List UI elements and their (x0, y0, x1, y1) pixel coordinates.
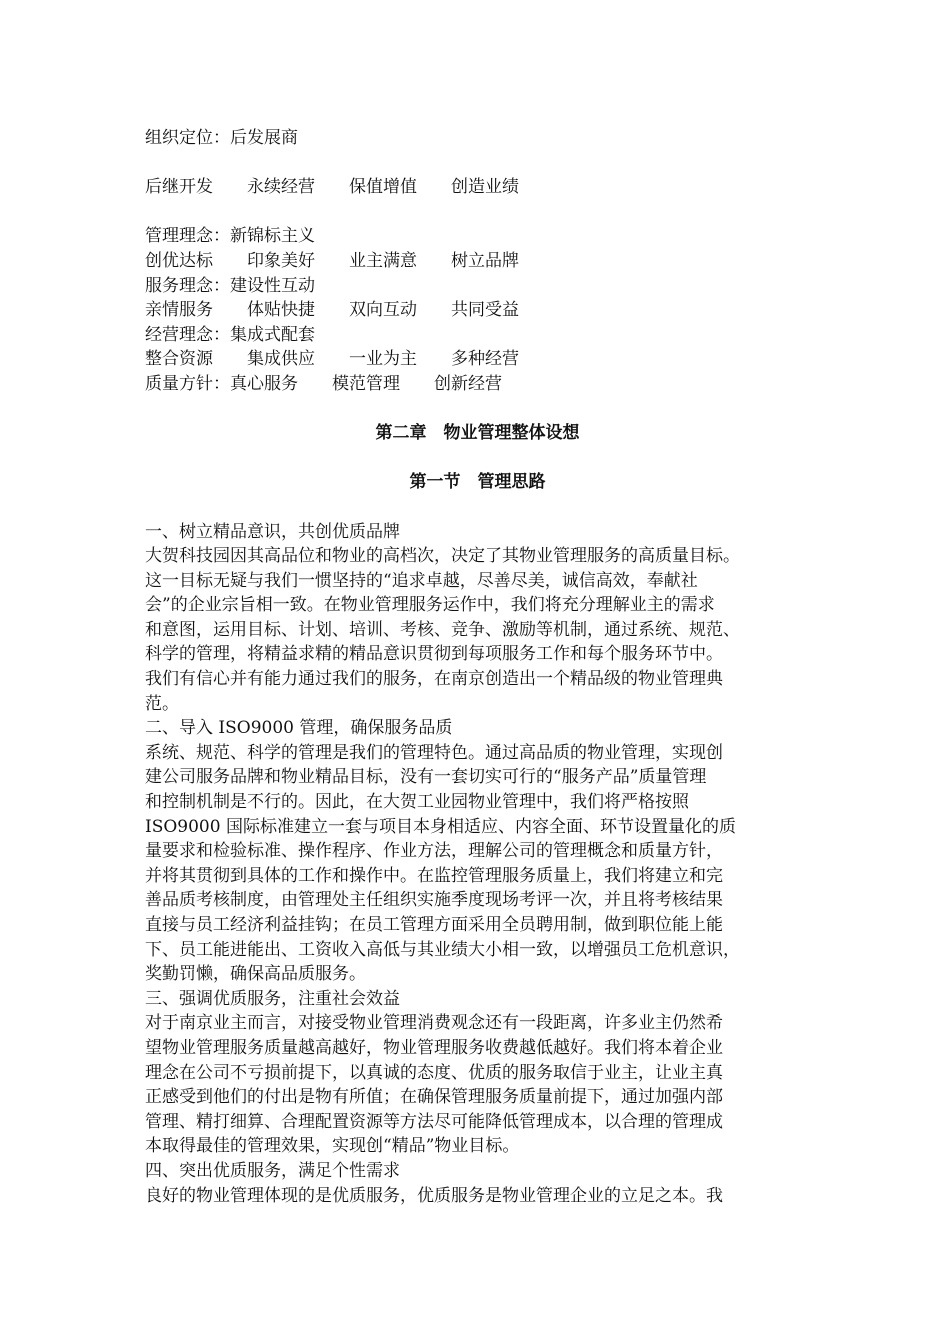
blank-line (145, 151, 810, 176)
document-page (145, 126, 810, 1208)
section-title: 第一节 管理思路 (409, 472, 546, 493)
body-line: 建公司服务品牌和物业精品目标，没有一套切实可行的“服务产品”质量管理 (145, 767, 707, 788)
intro-line-dev-slogan: 后继开发 永续经营 保值增值 创造业绩 (145, 177, 519, 198)
chapter-title: 第二章 物业管理整体设想 (375, 423, 580, 444)
section-heading: 二、导入 ISO9000 管理，确保服务品质 (145, 718, 453, 739)
body-line: 管理、精打细算、合理配置资源等方法尽可能降低管理成本，以合理的管理成 (145, 1111, 723, 1132)
body-line: 并将其贯彻到具体的工作和操作中。在监控管理服务质量上，我们将建立和完 (145, 865, 723, 886)
blank-line (145, 397, 810, 422)
body-line: 理念在公司不亏损前提下，以真诚的态度、优质的服务取信于业主，让业主真 (145, 1062, 723, 1083)
body-line: 下、员工能进能出、工资收入高低与其业绩大小相一致，以增强员工危机意识， (145, 939, 740, 960)
section-2 (145, 716, 810, 987)
intro-line-biz-slogan: 整合资源 集成供应 一业为主 多种经营 (145, 349, 519, 370)
intro-line-quality-policy: 质量方针：真心服务 模范管理 创新经营 (145, 373, 502, 394)
body-line: 科学的管理，将精益求精的精品意识贯彻到每项服务工作和每个服务环节中。 (145, 644, 723, 665)
section-heading: 三、强调优质服务，注重社会效益 (145, 988, 400, 1009)
body-line: 善品质考核制度，由管理处主任组织实施季度现场考评一次，并且将考核结果 (145, 890, 723, 911)
intro-block (145, 126, 810, 397)
blank-line (145, 446, 810, 471)
body-line: 直接与员工经济利益挂钩；在员工管理方面采用全员聘用制，做到职位能上能 (145, 915, 723, 935)
body-line: 这一目标无疑与我们一惯坚持的“追求卓越，尽善尽美，诚信高效，奉献社 (145, 570, 698, 591)
blank-line (145, 200, 810, 225)
intro-line-mgmt-slogan: 创优达标 印象美好 业主满意 树立品牌 (145, 250, 519, 271)
body-line: 大贺科技园因其高品位和物业的高档次，决定了其物业管理服务的高质量目标。 (145, 546, 740, 567)
body-line: 正感受到他们的付出是物有所值；在确保管理服务质量前提下，通过加强内部 (145, 1087, 723, 1108)
intro-line-service-concept: 服务理念：建设性互动 (145, 275, 315, 296)
section-4 (145, 1159, 810, 1208)
intro-line-org-position: 组织定位：后发展商 (145, 128, 298, 148)
body-line: 和意图，运用目标、计划、培训、考核、竞争、激励等机制，通过系统、规范、 (145, 619, 740, 640)
body-line: 奖勤罚懒，确保高品质服务。 (145, 964, 366, 985)
intro-line-biz-concept: 经营理念：集成式配套 (145, 324, 315, 345)
body-line: 本取得最佳的管理效果，实现创“精品”物业目标。 (145, 1136, 520, 1157)
section-3 (145, 987, 810, 1159)
body-line: 望物业管理服务质量越高越好，物业管理服务收费越低越好。我们将本着企业 (145, 1037, 723, 1058)
section-heading: 四、突出优质服务，满足个性需求 (145, 1160, 400, 1181)
blank-line (145, 495, 810, 520)
body-line: 范。 (145, 693, 179, 714)
body-line: 我们有信心并有能力通过我们的服务，在南京创造出一个精品级的物业管理典 (145, 669, 723, 690)
body-line: 系统、规范、科学的管理是我们的管理特色。通过高品质的物业管理，实现创 (145, 742, 723, 763)
body-line: ISO9000 国际标准建立一套与项目本身相适应、内容全面、环节设置量化的质 (145, 816, 736, 837)
body-line: 良好的物业管理体现的是优质服务，优质服务是物业管理企业的立足之本。我 (145, 1185, 723, 1206)
intro-line-service-slogan: 亲情服务 体贴快捷 双向互动 共同受益 (145, 300, 519, 321)
body-line: 会”的企业宗旨相一致。在物业管理服务运作中，我们将充分理解业主的需求 (145, 595, 715, 616)
intro-line-mgmt-concept: 管理理念：新锦标主义 (145, 226, 315, 247)
body-line: 对于南京业主而言，对接受物业管理消费观念还有一段距离，许多业主仍然希 (145, 1013, 723, 1034)
body-line: 量要求和检验标准、操作程序、作业方法，理解公司的管理概念和质量方针， (145, 841, 723, 862)
section-1 (145, 520, 810, 717)
section-heading: 一、树立精品意识，共创优质品牌 (145, 521, 400, 542)
body-line: 和控制机制是不行的。因此，在大贺工业园物业管理中，我们将严格按照 (145, 792, 689, 813)
